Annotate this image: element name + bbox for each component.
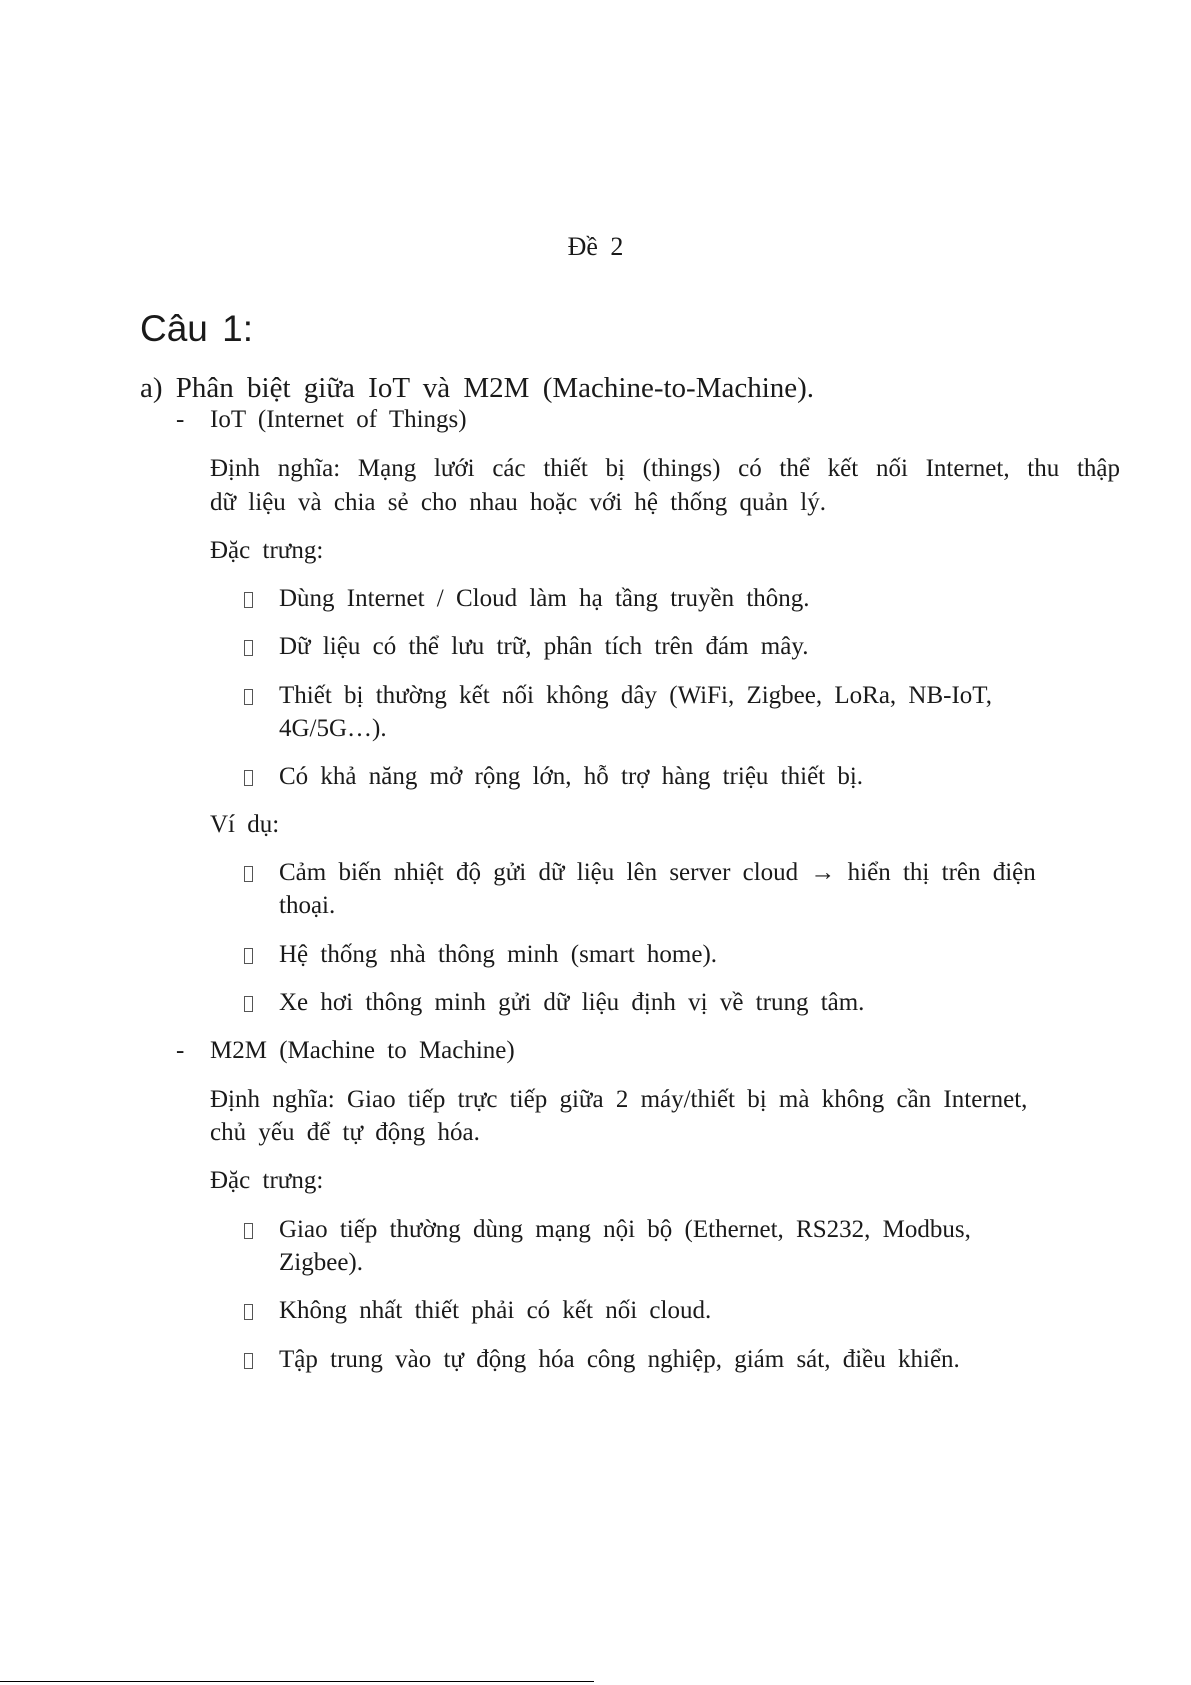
iot-definition-line2: dữ liệu và chia sẻ cho nhau hoặc với hệ thống quản lý. — [210, 489, 826, 516]
bullet-box-icon — [244, 996, 253, 1012]
bullet-box-icon — [244, 1223, 253, 1239]
iot-feature-item: Dùng Internet / Cloud làm hạ tầng truyền thông. — [279, 585, 810, 612]
m2m-definition-line2: chủ yếu để tự động hóa. — [210, 1119, 480, 1146]
iot-example-item: Cảm biến nhiệt độ gửi dữ liệu lên server cloud → hiển thị trên điện — [279, 859, 1036, 886]
bullet-box-icon — [244, 640, 253, 656]
bullet-box-icon — [244, 948, 253, 964]
bullet-box-icon — [244, 1304, 253, 1320]
bullet-box-icon — [244, 592, 253, 608]
iot-example-item-continued: thoại. — [279, 892, 336, 919]
bullet-box-icon — [244, 689, 253, 705]
question-heading: Câu 1: — [140, 308, 254, 349]
iot-feature-item: Dữ liệu có thể lưu trữ, phân tích trên đám mây. — [279, 633, 809, 660]
iot-example-item: Xe hơi thông minh gửi dữ liệu định vị về trung tâm. — [279, 989, 865, 1016]
document-title: Đề 2 — [567, 232, 624, 261]
dash-marker: - — [176, 1037, 185, 1064]
m2m-features-label: Đặc trưng: — [210, 1167, 324, 1194]
bullet-box-icon — [244, 866, 253, 882]
m2m-heading: M2M (Machine to Machine) — [210, 1037, 515, 1064]
m2m-feature-item: Giao tiếp thường dùng mạng nội bộ (Ethernet, RS232, Modbus, — [279, 1216, 971, 1243]
iot-example-item: Hệ thống nhà thông minh (smart home). — [279, 941, 718, 968]
m2m-feature-item-continued: Zigbee). — [279, 1249, 363, 1276]
m2m-definition-line1: Định nghĩa: Giao tiếp trực tiếp giữa 2 máy/thiết bị mà không cần Internet, — [210, 1086, 1028, 1113]
m2m-feature-item: Không nhất thiết phải có kết nối cloud. — [279, 1297, 712, 1324]
iot-feature-item: Thiết bị thường kết nối không dây (WiFi, Zigbee, LoRa, NB-IoT, — [279, 682, 992, 709]
bullet-box-icon — [244, 770, 253, 786]
iot-heading: IoT (Internet of Things) — [210, 406, 467, 433]
iot-feature-item-continued: 4G/5G…). — [279, 715, 387, 742]
iot-features-label: Đặc trưng: — [210, 537, 324, 564]
iot-examples-label: Ví dụ: — [210, 811, 280, 838]
sub-question: a) Phân biệt giữa IoT và M2M (Machine-to-Machine). — [140, 372, 815, 404]
iot-feature-item: Có khả năng mở rộng lớn, hỗ trợ hàng triệu thiết bị. — [279, 763, 864, 790]
m2m-feature-item: Tập trung vào tự động hóa công nghiệp, giám sát, điều khiển. — [279, 1346, 960, 1373]
iot-definition-line1: Định nghĩa: Mạng lưới các thiết bị (things) có thể kết nối Internet, thu thập — [210, 455, 1120, 482]
dash-marker: - — [176, 406, 185, 433]
bullet-box-icon — [244, 1353, 253, 1369]
footnote-separator — [0, 1681, 594, 1682]
